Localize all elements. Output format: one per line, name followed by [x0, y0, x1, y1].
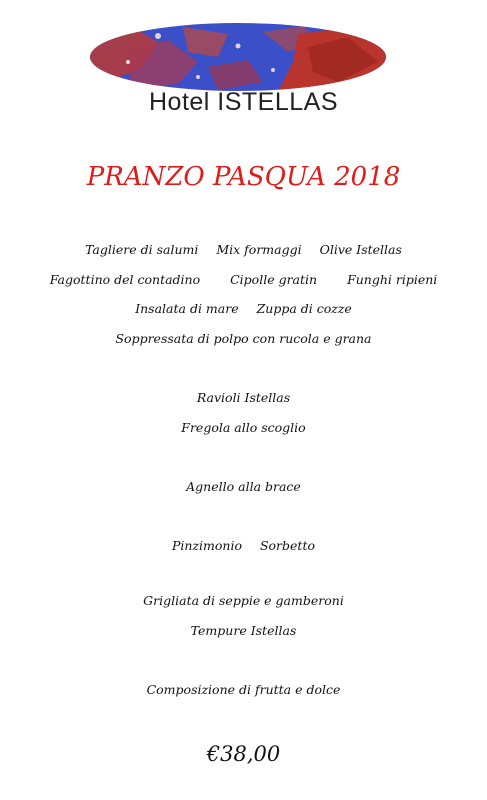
antipasti-row-1	[0, 242, 487, 257]
antipasti-row-3	[0, 301, 487, 316]
secondo-pesce-2: Tempure Istellas	[190, 623, 297, 638]
dish: Funghi ripieni	[347, 272, 438, 287]
hotel-logo	[88, 22, 388, 117]
dish: Zuppa di cozze	[256, 301, 352, 316]
antipasti-row-2	[0, 272, 487, 287]
dish: Olive Istellas	[319, 242, 402, 257]
dish: Cipolle gratin	[230, 272, 318, 287]
dish: Soppressata di polpo con rucola e grana	[115, 331, 372, 346]
hotel-name: Hotel ISTELLAS	[148, 88, 339, 116]
secondo-1: Agnello alla brace	[186, 479, 301, 494]
hotel-logo-emblem-icon	[88, 22, 388, 92]
menu-title: PRANZO PASQUA 2018	[86, 162, 401, 192]
primo-1: Ravioli Istellas	[196, 390, 291, 405]
dessert-1: Composizione di frutta e dolce	[146, 682, 341, 697]
intermezzo-row	[0, 538, 487, 553]
dish: Mix formaggi	[216, 242, 302, 257]
dish: Tagliere di salumi	[85, 242, 199, 257]
dish: Pinzimonio	[171, 538, 242, 553]
dish: Insalata di mare	[135, 301, 239, 316]
secondo-pesce-1: Grigliata di seppie e gamberoni	[143, 593, 344, 608]
primo-2: Fregola allo scoglio	[181, 420, 306, 435]
antipasti-row-4	[0, 331, 487, 346]
dish: Sorbetto	[259, 538, 316, 553]
dish: Fagottino del contadino	[49, 272, 201, 287]
menu-price: €38,00	[206, 742, 281, 766]
